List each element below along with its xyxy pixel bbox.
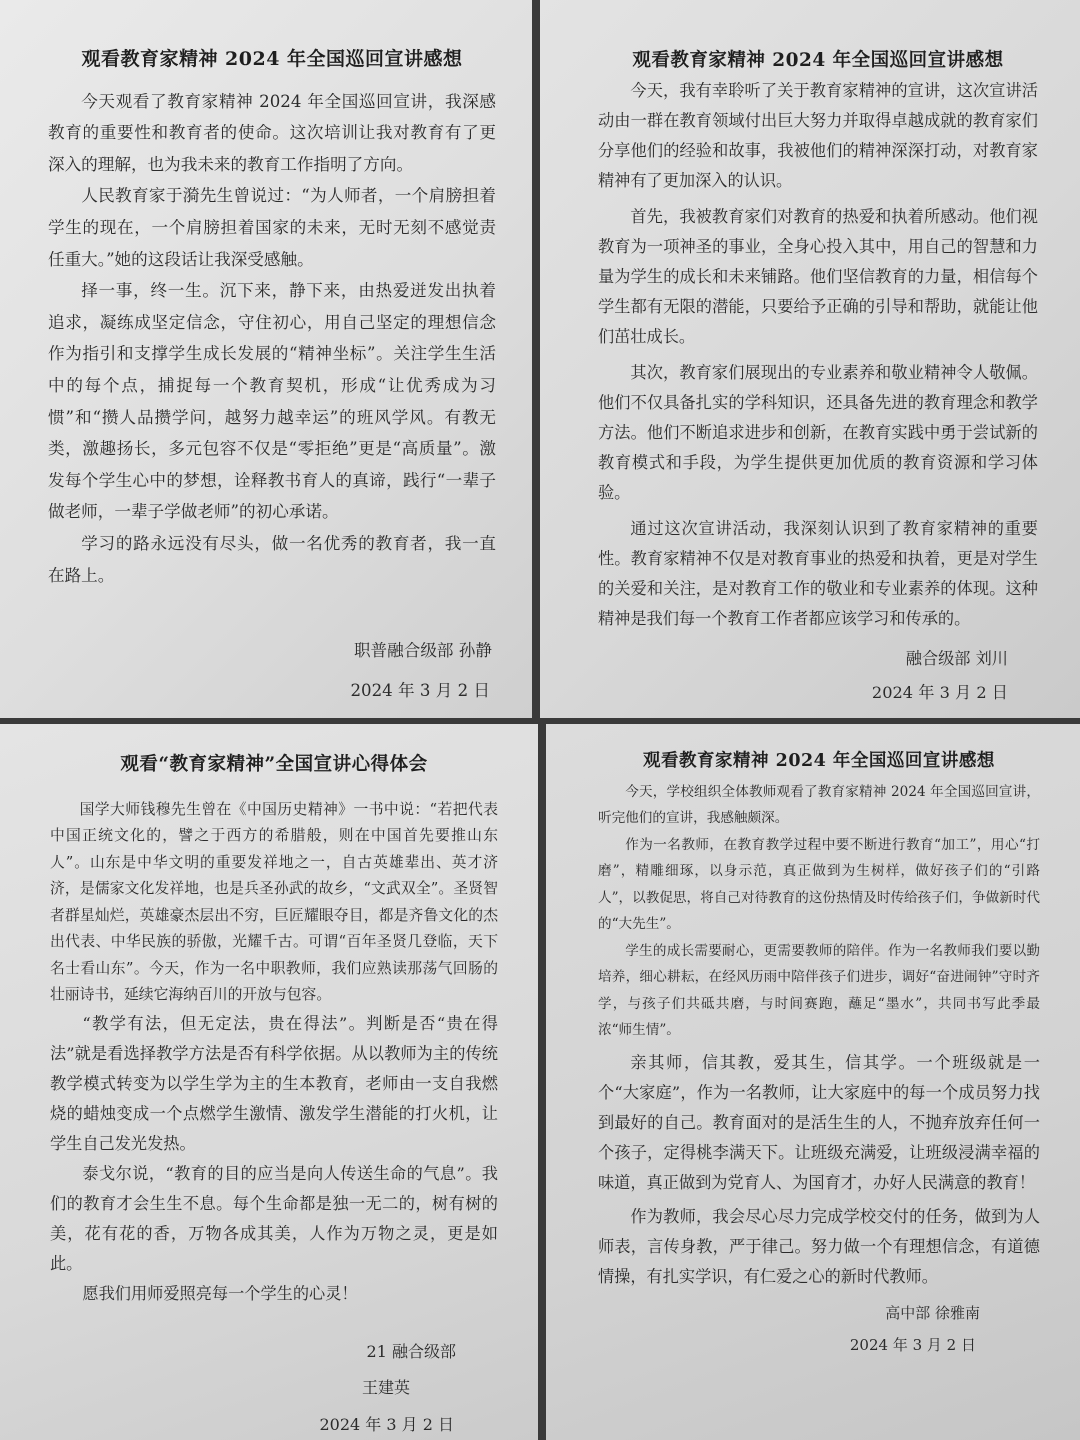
essay-paragraph: 学习的路永远没有尽头，做一名优秀的教育者，我一直在路上。 — [48, 533, 496, 585]
essay-date: 2024 年 3 月 2 日 — [849, 1336, 976, 1354]
essay-title: 观看教育家精神 2024 年全国巡回宣讲感想 — [643, 751, 995, 771]
essay-title: 观看“教育家精神”全国宣讲心得体会 — [120, 754, 428, 775]
essay-paragraph: 国学大师钱穆先生曾在《中国历史精神》一书中说：“若把代表中国正统文化的，譬之于西方的希腊般，则在中国首先要推山东人”。山东是中华文明的重要发祥地之一，自古英雄辈出、英才济济，是儒家文化发祥地，也是兵圣孙武的故乡，“文武双全”。圣贤智者群星灿烂，英雄豪杰层出不穷，巨匠耀眼夺目，都是齐鲁文化的杰出代表、中华民族的骄傲，光耀千古。可谓“百年圣贤几登临，天下名士看山东”。今天，作为一名中职教师，我们应熟读那荡气回肠的壮丽诗书，延续它海纳百川的开放与包容。 — [50, 800, 498, 1003]
essay-paragraph: 人民教育家于漪先生曾说过：“为人师者，一个肩膀担着学生的现在，一个肩膀担着国家的未来，无时无刻不感觉责任重大。”她的这段话让我深受感触。 — [48, 186, 496, 269]
essay-paragraph: 其次，教育家们展现出的专业素养和敬业精神令人敬佩。他们不仅具备扎实的学科知识，还具备先进的教育理念和教学方法。他们不断追求进步和创新，在教育实践中勇于尝试新的教育模式和手段，为学生提供更加优质的教育资源和学习体验。 — [598, 363, 1038, 502]
vertical-divider — [532, 0, 540, 718]
essay-sheet-bottom-left — [0, 724, 538, 1440]
author-signature: 高中部 徐雅南 — [885, 1303, 980, 1322]
essay-date: 2024 年 3 月 2 日 — [871, 683, 1008, 702]
essay-sheet-top-left — [0, 0, 532, 718]
essay-paragraph: 今天，我有幸聆听了关于教育家精神的宣讲，这次宣讲活动由一群在教育领域付出巨大努力并取得卓越成就的教育家们分享他们的经验和故事，我被他们的精神深深打动，对教育家精神有了更加深入的认识。 — [598, 81, 1038, 190]
essay-paragraph: 通过这次宣讲活动，我深刻认识到了教育家精神的重要性。教育家精神不仅是对教育事业的热爱和执着，更是对学生的关爱和关注，是对教育工作的敬业和专业素养的体现。这种精神是我们每一个教育工作者都应该学习和传承的。 — [598, 519, 1038, 628]
essay-paragraph: 首先，我被教育家们对教育的热爱和执着所感动。他们视教育为一项神圣的事业，全身心投入其中，用自己的智慧和力量为学生的成长和未来铺路。他们坚信教育的力量，相信每个学生都有无限的潜能，只要给予正确的引导和帮助，就能让他们茁壮成长。 — [598, 207, 1038, 346]
essay-paragraph: 作为教师，我会尽心尽力完成学校交付的任务，做到为人师表，言传身教，严于律己。努力做一个有理想信念，有道德情操，有扎实学识，有仁爱之心的新时代教师。 — [598, 1206, 1040, 1286]
vertical-divider — [538, 724, 546, 1440]
essay-sheet-top-right — [540, 0, 1080, 718]
essay-paragraph: 泰戈尔说，“教育的目的应当是向人传送生命的气息”。我们的教育才会生生不息。每个生命都是独一无二的，树有树的美，花有花的香，万物各成其美，人作为万物之灵，更是如此。 — [50, 1163, 498, 1273]
essay-paragraph: 今天，学校组织全体教师观看了教育家精神 2024 年全国巡回宣讲，听完他们的宣讲，我感触颇深。 — [598, 783, 1040, 826]
author-signature: 融合级部 刘川 — [905, 649, 1008, 668]
essay-paragraph: “教学有法，但无定法，贵在得法”。判断是否“贵在得法”就是看选择教学方法是否有科学依据。从以教师为主的传统教学模式转变为以学生学为主的生本教育，老师由一支自我燃烧的蜡烛变成一个点燃学生激情、激发学生潜能的打火机，让学生自己发光发热。 — [50, 1013, 498, 1153]
essay-title: 观看教育家精神 2024 年全国巡回宣讲感想 — [81, 48, 463, 70]
author-department: 21 融合级部 — [366, 1341, 456, 1361]
essay-paragraph: 择一事，终一生。沉下来，静下来，由热爱迸发出执着追求，凝练成坚定信念，守住初心，用自己坚定的理想信念作为指引和支撑学生成长发展的“精神坐标”。关注学生生活中的每个点，捕捉每一个教育契机，形成“让优秀成为习惯”和“攒人品攒学问，越努力越幸运”的班风学风。有教无类，激趣扬长，多元包容不仅是“零拒绝”更是“高质量”。激发每个学生心中的梦想，诠释教书育人的真谛，践行“一辈子做老师，一辈子学做老师”的初心承诺。 — [48, 281, 496, 522]
essay-title: 观看教育家精神 2024 年全国巡回宣讲感想 — [632, 50, 1004, 71]
essay-paragraph: 作为一名教师，在教育教学过程中要不断进行教育“加工”，用心“打磨”，精雕细琢，以身示范，真正做到为生树样，做好孩子们的“引路人”，以教促思，将自己对待教育的这份热情及时传给孩子们，争做新时代的“大先生”。 — [598, 836, 1040, 932]
essay-paragraph: 今天观看了教育家精神 2024 年全国巡回宣讲，我深感教育的重要性和教育者的使命。这次培训让我对教育有了更深入的理解，也为我未来的教育工作指明了方向。 — [48, 91, 496, 174]
essay-sheet-bottom-right — [546, 724, 1080, 1440]
essay-paragraph: 亲其师，信其教，爱其生，信其学。一个班级就是一个“大家庭”，作为一名教师，让大家庭中的每一个成员努力找到最好的自己。教育面对的是活生生的人，不抛弃放弃任何一个孩子，定得桃李满天下。让班级充满爱，让班级浸满幸福的味道，真正做到为党育人、为国育才，办好人民满意的教育！ — [598, 1052, 1040, 1192]
essay-date: 2024 年 3 月 2 日 — [350, 680, 490, 700]
essay-paragraph: 学生的成长需要耐心，更需要教师的陪伴。作为一名教师我们要以勤培养，细心耕耘，在经风历雨中陪伴孩子们进步，调好“奋进闹钟”守时齐学，与孩子们共砥共磨，与时间赛跑，蘸足“墨水”，共同书写此季最浓“师生情”。 — [598, 942, 1040, 1038]
essay-paragraph: 愿我们用师爱照亮每一个学生的心灵！ — [82, 1283, 358, 1303]
author-signature: 职普融合级部 孙静 — [353, 641, 492, 661]
author-signature: 王建英 — [361, 1378, 410, 1397]
essay-date: 2024 年 3 月 2 日 — [319, 1414, 454, 1434]
